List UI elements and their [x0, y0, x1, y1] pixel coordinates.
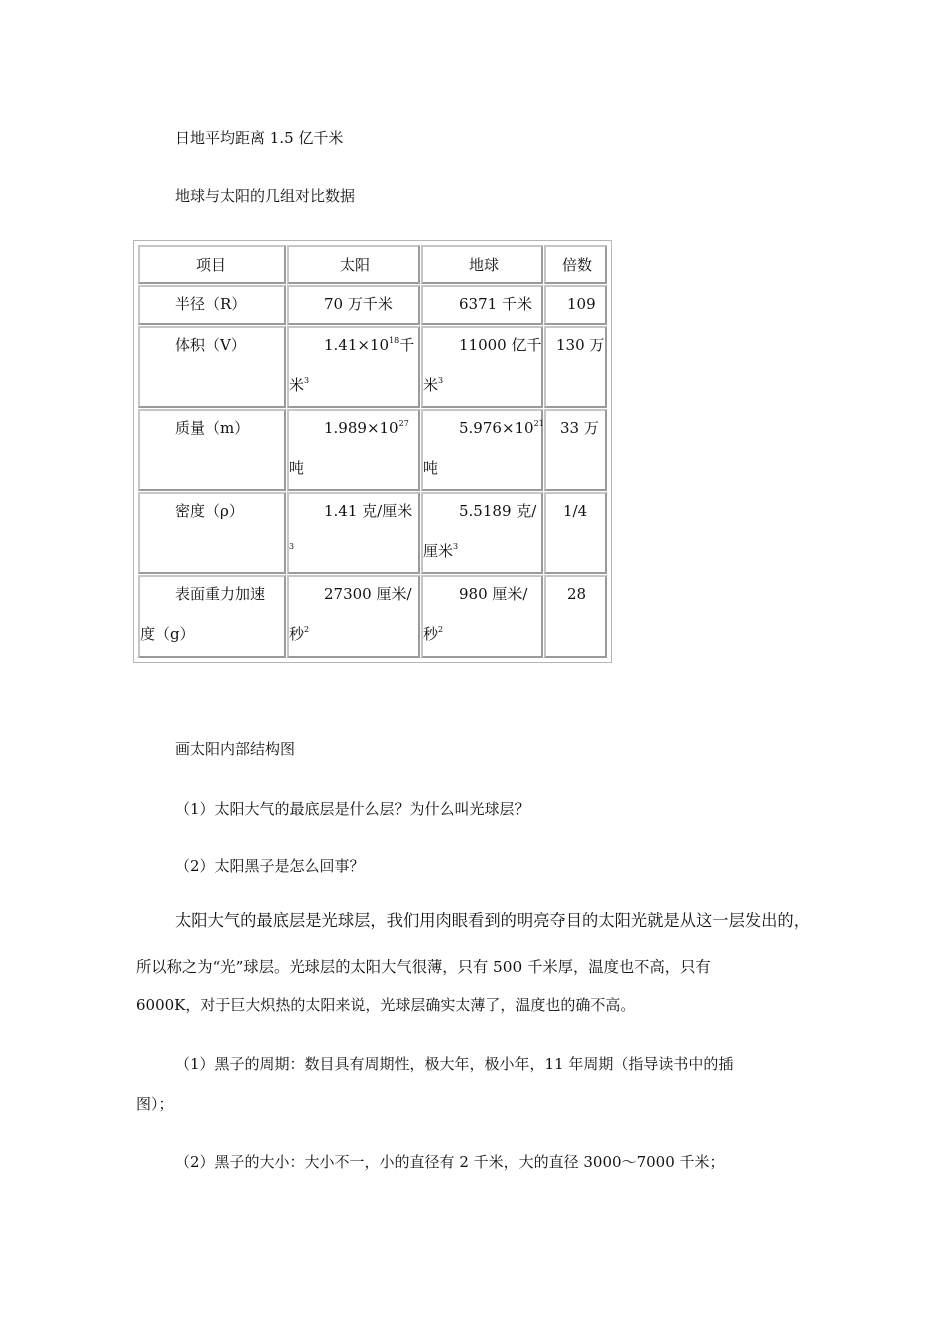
table-cell — [544, 326, 607, 408]
table-cell — [544, 409, 607, 491]
header-ratio: 倍数 — [562, 256, 593, 274]
table-cell — [421, 409, 543, 491]
table-cell — [421, 285, 543, 325]
earth-unit: 吨 — [423, 459, 439, 477]
earth-unit: 厘米$^3$ — [423, 542, 459, 560]
header-cell — [421, 245, 543, 284]
earth-value: 5.5189 克/ — [459, 502, 537, 520]
ratio-value: 33 万 — [560, 419, 599, 437]
row-item-cont: 度（g） — [140, 625, 195, 643]
table-cell — [287, 285, 420, 325]
sun-value: $1.41\times 10^{18}$千 — [324, 336, 415, 354]
table-cell — [544, 575, 607, 658]
earth-value: 980 厘米/ — [459, 585, 528, 603]
paragraph-line: 所以称之为“光”球层。光球层的太阳大气很薄，只有 500 千米厚，温度也不高，只有 — [136, 958, 711, 976]
sun-unit: 米$^3$ — [289, 376, 310, 394]
header-earth: 地球 — [469, 256, 500, 274]
table-row — [138, 285, 286, 325]
table-cell — [421, 575, 543, 658]
table-row — [138, 326, 286, 408]
ratio-value: 130 万 — [556, 336, 605, 354]
table-cell — [421, 492, 543, 574]
section-title: 画太阳内部结构图 — [175, 740, 296, 758]
table-cell — [544, 285, 607, 325]
question-1: （1）太阳大气的最底层是什么层？为什么叫光球层？ — [175, 800, 530, 818]
sun-value: 27300 厘米/ — [324, 585, 412, 603]
table-cell — [544, 492, 607, 574]
header-cell — [544, 245, 607, 284]
sun-value: 70 万千米 — [324, 295, 393, 313]
table-row — [138, 575, 286, 658]
header-cell — [138, 245, 286, 284]
table-row — [138, 492, 286, 574]
header-sun: 太阳 — [340, 256, 371, 274]
sunspot-point-1-cont: 图）； — [136, 1095, 174, 1113]
earth-unit: 米$^3$ — [423, 376, 444, 394]
table-cell — [287, 326, 420, 408]
table-row — [138, 409, 286, 491]
earth-value: $5.976\times 10^{21}$ — [459, 419, 544, 437]
ratio-value: 28 — [567, 585, 587, 603]
table-cell — [287, 409, 420, 491]
sun-value: $1.989\times 10^{27}$ — [324, 419, 409, 437]
row-item: 半径（R） — [175, 295, 247, 313]
sun-unit: 3 — [289, 542, 295, 551]
table-cell — [421, 326, 543, 408]
earth-value: 6371 千米 — [459, 295, 532, 313]
paragraph-line: 6000K，对于巨大炽热的太阳来说，光球层确实太薄了，温度也的确不高。 — [136, 996, 636, 1014]
ratio-value: 1/4 — [563, 502, 588, 520]
sun-unit: 吨 — [289, 459, 305, 477]
sunspot-point-1: （1）黑子的周期：数目具有周期性，极大年，极小年，11 年周期（指导读书中的插 — [175, 1055, 734, 1073]
header-item: 项目 — [196, 256, 227, 274]
comparison-table — [133, 240, 612, 663]
earth-value: 11000 亿千 — [459, 336, 542, 354]
row-item: 体积（V） — [175, 336, 246, 354]
ratio-value: 109 — [567, 295, 596, 313]
earth-unit: 秒$^2$ — [423, 625, 444, 643]
table-cell — [287, 492, 420, 574]
distance-heading: 日地平均距离 1.5 亿千米 — [175, 129, 344, 147]
sun-value: 1.41 克/厘米 — [324, 502, 413, 520]
header-cell — [287, 245, 420, 284]
row-item: 质量（m） — [175, 419, 250, 437]
question-2: （2）太阳黑子是怎么回事？ — [175, 857, 365, 875]
table-title: 地球与太阳的几组对比数据 — [175, 187, 356, 205]
row-item: 密度（ρ） — [175, 502, 244, 520]
sun-unit: 秒$^2$ — [289, 625, 310, 643]
table-cell — [287, 575, 420, 658]
row-item: 表面重力加速 — [175, 585, 266, 603]
sunspot-point-2: （2）黑子的大小：大小不一，小的直径有 2 千米，大的直径 3000～7000 千米； — [175, 1153, 725, 1171]
paragraph-line: 太阳大气的最底层是光球层，我们用肉眼看到的明亮夺目的太阳光就是从这一层发出的， — [175, 911, 810, 930]
